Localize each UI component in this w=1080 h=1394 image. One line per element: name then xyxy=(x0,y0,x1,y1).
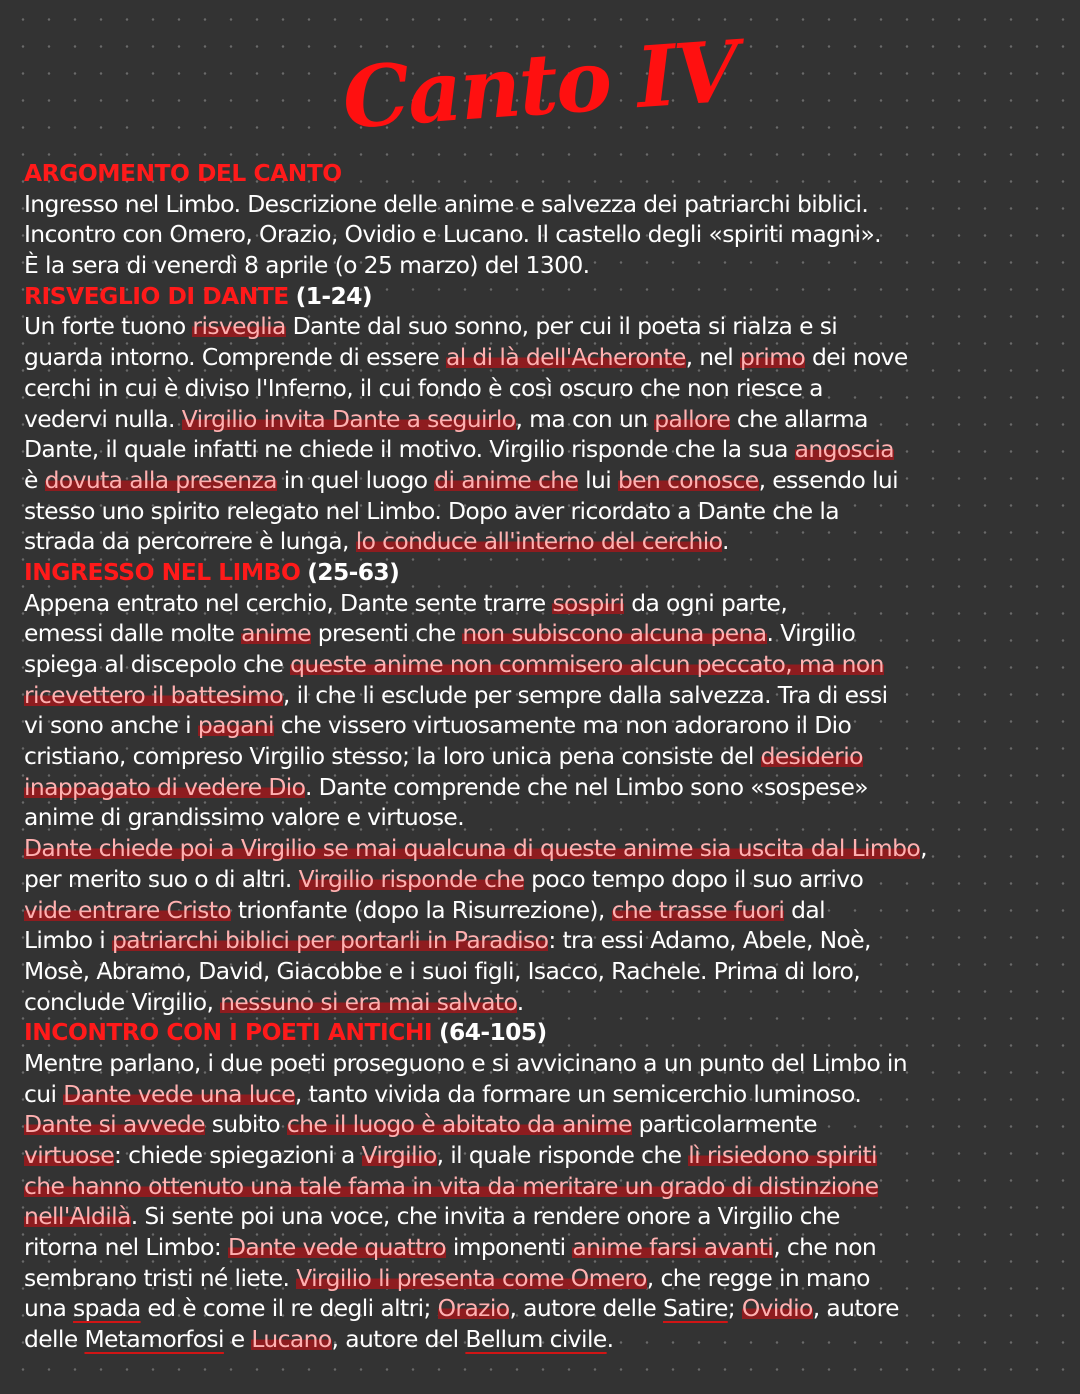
body-text: una xyxy=(24,1294,74,1323)
text-line xyxy=(24,465,1044,496)
text-line xyxy=(24,710,1044,741)
text-line xyxy=(24,1293,1044,1324)
body-text: in quel luogo xyxy=(276,465,435,494)
text-line xyxy=(24,342,1044,373)
underlined-text: Satire xyxy=(663,1294,728,1323)
text-line xyxy=(24,311,1044,342)
text-line xyxy=(24,1263,1044,1294)
body-text: ; xyxy=(727,1294,742,1323)
body-text: , ma con un xyxy=(515,404,655,433)
highlighted-text: anime xyxy=(241,619,311,648)
body-text: per merito suo o di altri. xyxy=(24,864,299,893)
body-text: , autore del xyxy=(331,1325,466,1354)
highlighted-text: Dante chiede poi a Virgilio se mai qualcuna di queste anime sia uscita dal Limbo xyxy=(24,834,921,863)
highlighted-text: vide entrare Cristo xyxy=(24,895,231,924)
body-text: . Virgilio xyxy=(766,619,856,648)
text-line xyxy=(24,1324,1044,1355)
body-text: lui xyxy=(578,465,618,494)
body-text: , che non xyxy=(773,1233,877,1262)
text-line xyxy=(24,741,1044,772)
body-text: , autore xyxy=(812,1294,899,1323)
body-text: delle xyxy=(24,1325,85,1354)
body-text: . xyxy=(721,527,729,556)
highlighted-text: lo conduce all'interno del cerchio xyxy=(355,527,722,556)
body-text: sembrano tristi né liete. xyxy=(24,1263,297,1292)
body-text: poco tempo dopo il suo arrivo xyxy=(524,864,864,893)
underlined-text: spada xyxy=(73,1294,141,1323)
body-text: cui xyxy=(24,1079,64,1108)
body-text: trionfante (dopo la Risurrezione), xyxy=(231,895,612,924)
highlighted-text: Orazio xyxy=(437,1294,510,1323)
highlighted-text: dovuta alla presenza xyxy=(44,465,277,494)
highlighted-text: Dante vede quattro xyxy=(227,1233,446,1262)
text-line xyxy=(24,680,1044,711)
body-text: presenti che xyxy=(310,619,463,648)
body-text: , nel xyxy=(685,343,741,372)
body-text: vedervi nulla. xyxy=(24,404,182,433)
highlighted-text: queste anime non commisero alcun peccato, ma non xyxy=(290,650,884,678)
body-text: che vissero virtuosamente ma non adorarono il Dio xyxy=(273,711,852,740)
body-text: è xyxy=(24,465,45,494)
text-line xyxy=(24,956,1044,987)
body-text: guarda intorno. Comprende di essere xyxy=(24,343,446,372)
text-line xyxy=(24,925,1044,956)
highlighted-text: al di là dell'Acheronte xyxy=(445,343,686,372)
text-line xyxy=(24,588,1044,619)
text-line xyxy=(24,1079,1044,1110)
highlighted-text: che il luogo è abitato da anime xyxy=(286,1110,632,1139)
highlighted-text: Virgilio invita Dante a seguirlo xyxy=(181,404,516,433)
highlighted-text: sospiri xyxy=(552,588,625,617)
text-line xyxy=(24,772,1044,803)
body-text: conclude Virgilio, xyxy=(24,987,221,1016)
body-text: . Dante comprende che nel Limbo sono «sospese» xyxy=(304,772,868,801)
section-heading xyxy=(24,557,1044,588)
body-text: e xyxy=(223,1325,252,1354)
text-line xyxy=(24,1048,1044,1079)
section-title: INCONTRO CON I POETI ANTICHI xyxy=(24,1018,433,1047)
text-line xyxy=(24,987,1044,1018)
body-text: Un forte tuono xyxy=(24,312,193,341)
body-text: . Si sente poi una voce, che invita a rendere onore a Virgilio che xyxy=(130,1202,840,1231)
verse-range: (1-24) xyxy=(295,281,372,310)
highlighted-text: che trasse fuori xyxy=(611,895,785,924)
highlighted-text: Virgilio li presenta come Omero xyxy=(296,1263,647,1292)
body-text: Ingresso nel Limbo. Descrizione delle anime e salvezza dei patriarchi biblici. xyxy=(24,189,869,218)
text-line xyxy=(24,189,1044,220)
section-title: ARGOMENTO DEL CANTO xyxy=(24,159,342,187)
highlighted-text: patriarchi biblici per portarli in Paradiso xyxy=(112,926,549,955)
page-title: Canto IV xyxy=(339,21,741,148)
text-line xyxy=(24,526,1044,557)
body-text: . xyxy=(516,987,524,1016)
highlighted-text: risveglia xyxy=(192,312,286,341)
body-text: Mentre parlano, i due poeti proseguono e si avvicinano a un punto del Limbo in xyxy=(24,1048,908,1077)
body-text: Dante dal suo sonno, per cui il poeta si rialza e si xyxy=(285,312,838,341)
body-text: dal xyxy=(784,895,825,924)
section-heading xyxy=(24,158,1044,189)
text-line xyxy=(24,618,1044,649)
text-line xyxy=(24,219,1044,250)
underlined-text: Bellum civile xyxy=(465,1325,607,1354)
body-text: ritorna nel Limbo: xyxy=(24,1233,228,1262)
text-line xyxy=(24,864,1044,895)
text-line xyxy=(24,404,1044,435)
body-text: cerchi in cui è diviso l'Inferno, il cui fondo è così oscuro che non riesce a xyxy=(24,373,823,402)
highlighted-text: Ovidio xyxy=(741,1294,813,1323)
highlighted-text: pagani xyxy=(197,711,274,740)
text-line xyxy=(24,1171,1044,1202)
text-line xyxy=(24,496,1044,527)
body-text: strada da percorrere è lunga, xyxy=(24,527,356,556)
highlighted-text: Dante si avvede xyxy=(24,1110,205,1139)
highlighted-text: Virgilio risponde che xyxy=(298,864,525,893)
body-text: spiega al discepolo che xyxy=(24,650,291,678)
text-line xyxy=(24,1232,1044,1263)
text-line xyxy=(24,649,1044,680)
section-title: INGRESSO NEL LIMBO xyxy=(24,557,301,586)
verse-range: (25-63) xyxy=(307,557,400,586)
body-text: subito xyxy=(204,1110,287,1139)
verse-range: (64-105) xyxy=(438,1018,547,1047)
body-text: È la sera di venerdì 8 aprile (o 25 marzo) del 1300. xyxy=(24,251,590,280)
highlighted-text: lì risiedono spiriti xyxy=(688,1141,877,1169)
body-text: da ogni parte, xyxy=(624,588,788,617)
highlighted-text: nessuno si era mai salvato xyxy=(220,987,517,1016)
body-text: : chiede spiegazioni a xyxy=(114,1141,362,1169)
text-line xyxy=(24,1109,1044,1140)
highlighted-text: non subiscono alcuna pena xyxy=(462,619,767,648)
highlighted-text: Lucano xyxy=(251,1325,332,1354)
text-line xyxy=(24,1140,1044,1171)
highlighted-text: primo xyxy=(740,343,806,372)
underlined-text: Metamorfosi xyxy=(84,1325,224,1354)
body-text: vi sono anche i xyxy=(24,711,198,740)
text-line xyxy=(24,250,1044,281)
body-text: Incontro con Omero, Orazio, Ovidio e Lucano. Il castello degli «spiriti magni». xyxy=(24,220,881,249)
highlighted-text: inappagato di vedere Dio xyxy=(24,772,305,801)
section-title: RISVEGLIO DI DANTE xyxy=(24,281,289,310)
body-text: : tra essi Adamo, Abele, Noè, xyxy=(548,926,871,955)
section-heading xyxy=(24,1017,1044,1048)
body-text: Mosè, Abramo, David, Giacobbe e i suoi figli, Isacco, Rachele. Prima di loro, xyxy=(24,956,861,985)
highlighted-text: che hanno ottenuto una tale fama in vita da meritare un grado di distinzione xyxy=(24,1171,879,1200)
text-line xyxy=(24,373,1044,404)
highlighted-text: pallore xyxy=(654,404,731,433)
notes-body xyxy=(24,158,1044,1355)
body-text: anime di grandissimo valore e virtuose. xyxy=(24,803,465,832)
highlighted-text: nell'Aldilà xyxy=(24,1202,131,1231)
body-text: , xyxy=(920,834,927,863)
highlighted-text: ben conosce xyxy=(617,465,759,494)
body-text: , che regge in mano xyxy=(646,1263,870,1292)
section-heading xyxy=(24,281,1044,312)
highlighted-text: desiderio xyxy=(760,742,863,771)
body-text: Limbo i xyxy=(24,926,113,955)
body-text: dei nove xyxy=(805,343,908,372)
text-line xyxy=(24,895,1044,926)
text-line xyxy=(24,434,1044,465)
highlighted-text: virtuose xyxy=(24,1141,115,1169)
body-text: imponenti xyxy=(445,1233,573,1262)
body-text: , essendo lui xyxy=(758,465,899,494)
highlighted-text: angoscia xyxy=(794,435,895,464)
body-text: , autore delle xyxy=(509,1294,663,1323)
body-text: . xyxy=(606,1325,614,1354)
highlighted-text: di anime che xyxy=(434,465,579,494)
text-line xyxy=(24,802,1044,833)
highlighted-text: anime farsi avanti xyxy=(572,1233,774,1262)
body-text: ed è come il re degli altri; xyxy=(140,1294,438,1323)
highlighted-text: ricevettero il battesimo xyxy=(24,680,283,709)
body-text: particolarmente xyxy=(631,1110,817,1139)
body-text: Dante, il quale infatti ne chiede il motivo. Virgilio risponde che la sua xyxy=(24,435,795,464)
body-text: emessi dalle molte xyxy=(24,619,242,648)
body-text: che allarma xyxy=(730,404,868,433)
highlighted-text: Dante vede una luce xyxy=(63,1079,295,1108)
text-line xyxy=(24,1201,1044,1232)
body-text: , il che li esclude per sempre dalla salvezza. Tra di essi xyxy=(282,680,888,709)
body-text: Appena entrato nel cerchio, Dante sente trarre xyxy=(24,588,553,617)
body-text: , il quale risponde che xyxy=(436,1141,689,1169)
body-text: , tanto vivida da formare un semicerchio luminoso. xyxy=(294,1079,862,1108)
body-text: cristiano, compreso Virgilio stesso; la loro unica pena consiste del xyxy=(24,742,761,771)
body-text: stesso uno spirito relegato nel Limbo. Dopo aver ricordato a Dante che la xyxy=(24,496,839,525)
text-line xyxy=(24,833,1044,864)
highlighted-text: Virgilio xyxy=(361,1141,437,1169)
